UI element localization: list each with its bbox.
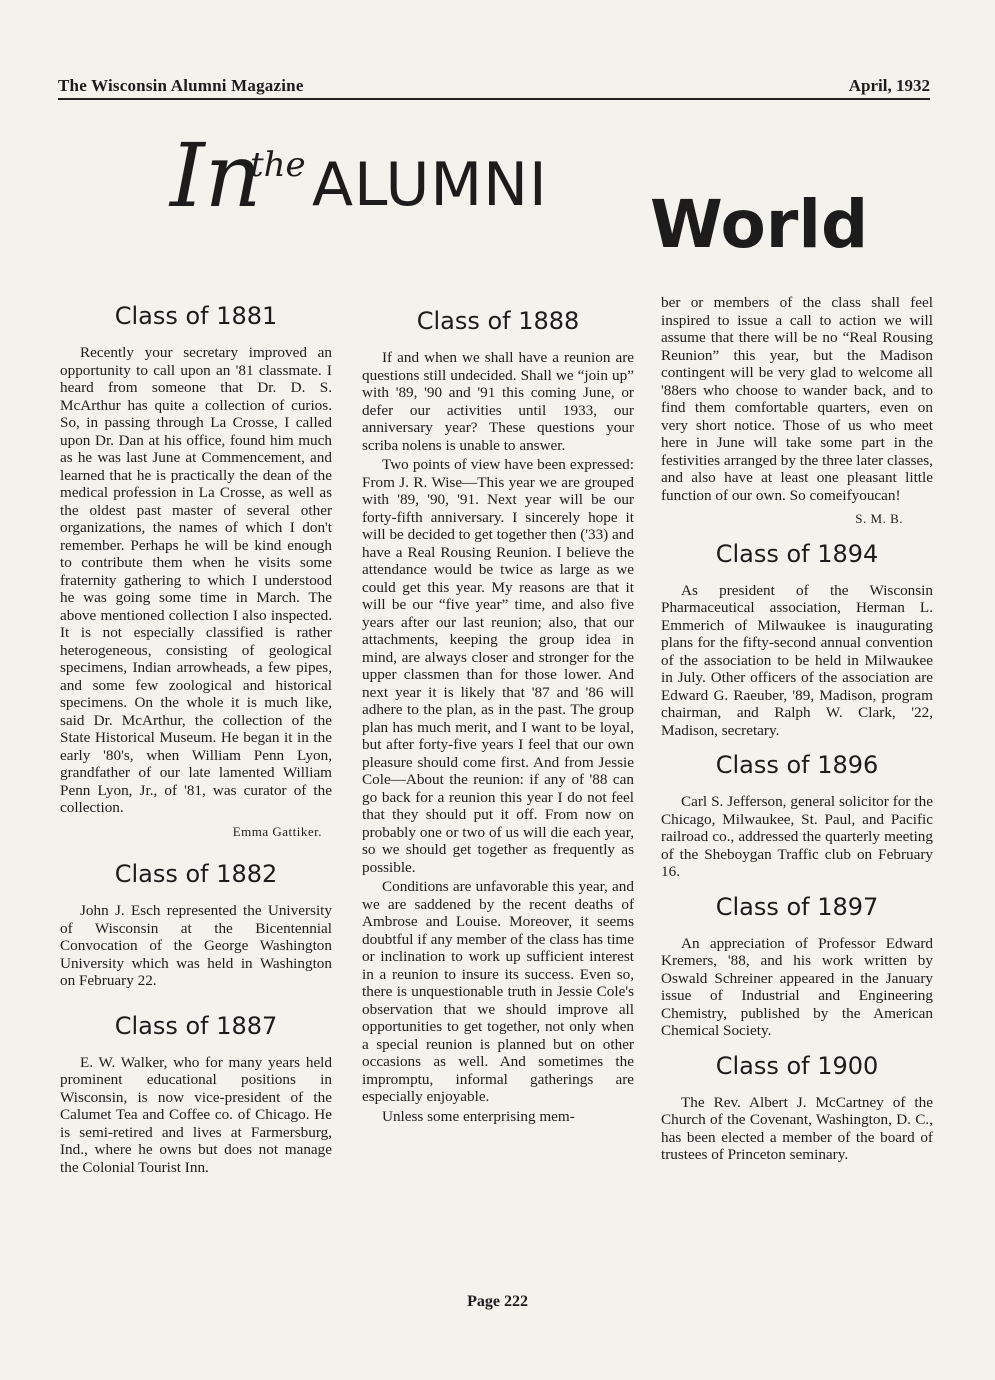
heading-class-1881: Class of 1881 — [114, 302, 278, 330]
section-masthead — [0, 0, 995, 280]
paragraph-1888-2: Two points of view have been expressed: From J. R. Wise—This year we are grouped with '89, '90, '91. Next year will be our forty-fifth anniversary. I sincerely hope it will be decided to get together then ('33) and have a Real Rousing Reunion. I believe the attendance would be twice as large as we could get this year. My reasons are that it will be our “five year” time, and also five years after our last reunion; also, that our attachments, keeping the group idea in mind, are always closer and stronger for the upper classmen than for those lower. And next year it is likely that '87 and '86 will adhere to the plan, as in the past. The group plan has much merit, and I want to be loyal, but after forty-five years I feel that our own pleasure should come first. And from Jessie Cole—About the reunion: if any of '88 can go back for a reunion this year I do not feel that they should put it off. From now on probably one or two of us will die each year, so we should get together as frequently as possible. — [362, 456, 634, 876]
column-right — [661, 290, 933, 1164]
paragraph-1888-4: Unless some enterprising mem- — [382, 1107, 575, 1125]
column-left — [60, 290, 332, 1176]
issue-date: April, 1932 — [848, 76, 930, 95]
signature-1888: S. M. B. — [855, 511, 903, 526]
paragraph-class-1896: Carl S. Jefferson, general solicitor for the Chicago, Milwaukee, St. Paul, and Pacific railroad co., addressed the quarterly meeting of the Sheboygan Traffic club on February 16. — [661, 793, 933, 880]
heading-class-1896: Class of 1896 — [715, 751, 879, 779]
heading-class-1897: Class of 1897 — [715, 892, 879, 921]
publication-title: The Wisconsin Alumni Magazine — [58, 76, 304, 95]
heading-class-1888: Class of 1888 — [416, 307, 580, 335]
heading-class-1900: Class of 1900 — [715, 1051, 879, 1080]
masthead-world: World — [650, 186, 869, 263]
paragraph-1888-3: Conditions are unfavorable this year, and we are saddened by the recent deaths of Ambrose and Louise. Moreover, it seems doubtful if any member of the class has time or inclination to work up sufficient interest in a reunion to insure its success. Even so, there is unquestionable truth in Jessie Cole's observation that we should improve all opportunities to get together, not only when a special reunion is planned but on other occasions as well. And sometimes the impromptu, informal gatherings are especially enjoyable. — [362, 878, 634, 1105]
masthead-the: the — [250, 145, 306, 185]
heading-class-1894: Class of 1894 — [715, 539, 879, 568]
masthead-in: In — [170, 124, 262, 227]
signature-1881: Emma Gattiker. — [232, 823, 322, 839]
column-middle — [362, 295, 634, 1125]
paragraph-class-1900: The Rev. Albert J. McCartney of the Church of the Covenant, Washington, D. C., has been elected a member of the board of trustees of Princeton seminary. — [661, 1093, 933, 1163]
heading-class-1887: Class of 1887 — [114, 1011, 278, 1040]
paragraph-class-1881: Recently your secretary improved an opportunity to call upon an '81 classmate. I heard from someone that Dr. D. S. McArthur has quite a collection of curios. So, in passing through La Crosse, I called upon Dr. Dan at his office, found him much as he was last June at Commencement, and learned that he is practically the dean of the medical profession in La Crosse, as well as the oldest past master of several other organizations, the names of which I don't remember. Perhaps he will be kind enough to contribute them when he visits some fraternity gathering to which I understood he was going some time in March. The above mentioned collection I also inspected. It is not especially classified is rather heterogeneous, consisting of geological specimens, Indian arrowheads, a few pipes, and some few zoological and historical specimens. On the whole it is much like, said Dr. McArthur, the collection of the State Historical Museum. He began it in the early '80's, when William Penn Lyon, grandfather of our late lamented William Penn Lyon, Jr., of '81, was curator of the collection. — [60, 344, 332, 816]
heading-class-1882: Class of 1882 — [114, 860, 278, 888]
paragraph-class-1882: John J. Esch represented the University of Wisconsin at the Bicentennial Convocation of the George Washington University which was held in Washington on February 22. — [60, 902, 332, 989]
masthead-alumni: ALUMNI — [312, 150, 548, 220]
paragraph-1888-continued: ber or members of the class shall feel inspired to issue a call to action we will assume that there will be no “Real Rousing Reunion” this year, but the Madison contingent will be very glad to welcome all '88ers who choose to wander back, and to find them comfortable quarters, even on very short notice. Those of us who meet here in June will take some part in the festivities arranged by the three later classes, and also have at least one pleasant little function of our own. So comeifyoucan! — [661, 294, 933, 504]
paragraph-1888-1: If and when we shall have a reunion are questions still undecided. Shall we “join up” with '89, '90 and '91 this coming June, or defer our activities until 1933, our anniversary year? These questions your scriba nolens is unable to answer. — [362, 349, 634, 454]
page-number: Page 222 — [467, 1293, 528, 1310]
paragraph-class-1894: As president of the Wisconsin Pharmaceutical association, Herman L. Emmerich of Milwaukee is inaugurating plans for the fifty-second annual convention of the association to be held in Milwaukee in July. Other officers of the association are Edward G. Raeuber, '89, Madison, program chairman, and Ralph W. Clark, '22, Madison, secretary. — [661, 581, 933, 739]
paragraph-class-1887: E. W. Walker, who for many years held prominent educational positions in Wisconsin, is now vice-president of the Calumet Tea and Coffee co. of Chicago. He is semi-retired and lives at Farmersburg, Ind., where he owns but does not manage the Colonial Tourist Inn. — [60, 1053, 332, 1176]
paragraph-class-1897: An appreciation of Professor Edward Kremers, '88, and his work written by Oswald Schreiner appeared in the January issue of Industrial and Engineering Chemistry, published by the American Chemical Society. — [661, 934, 933, 1039]
